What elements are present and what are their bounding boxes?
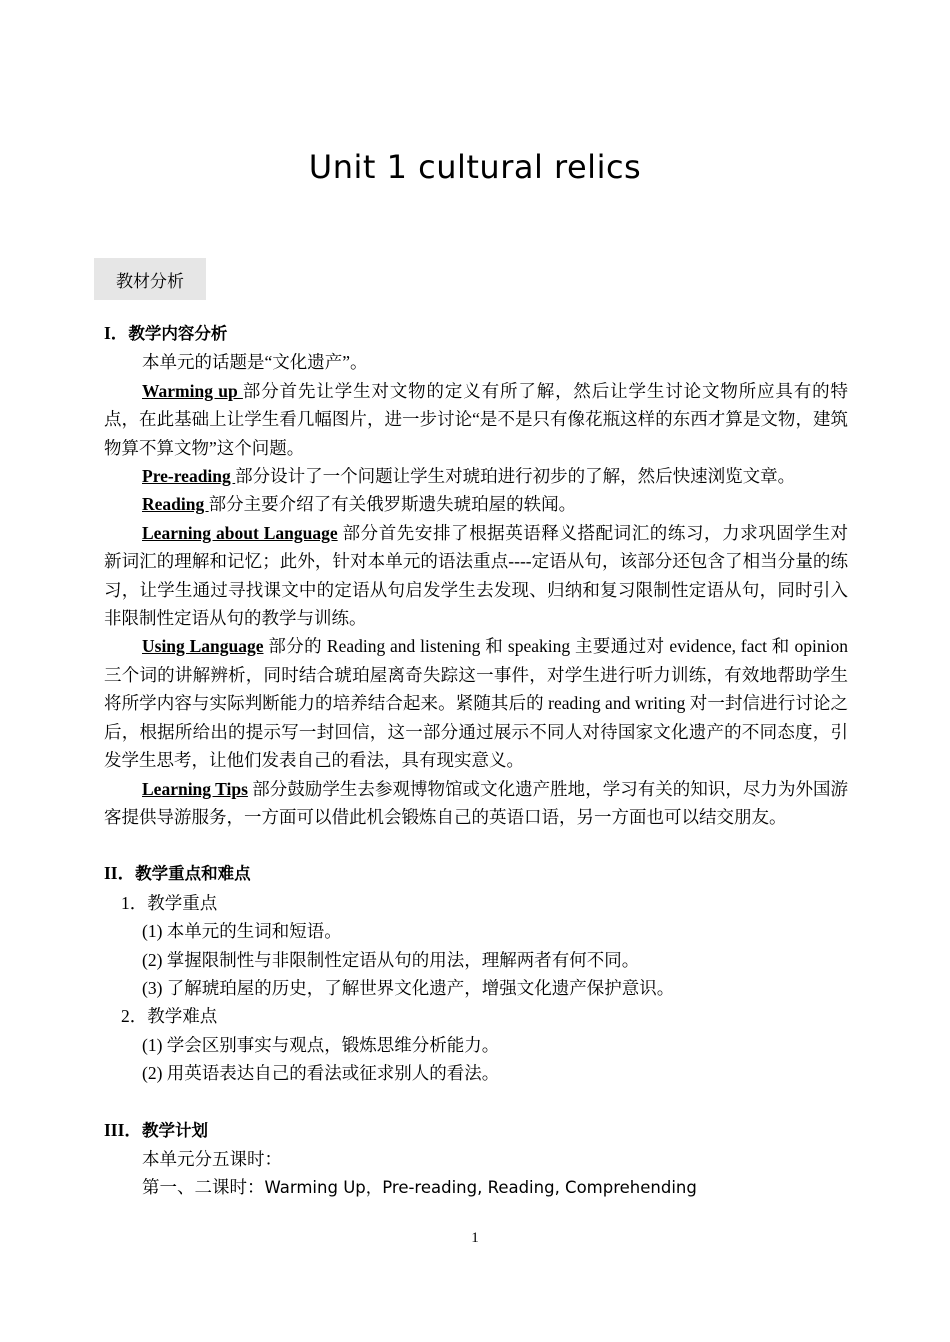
section-number: I． [104,323,129,343]
section-label: 教材分析 [116,271,184,292]
spacer [104,831,848,859]
list-item: (1) 本单元的生词和短语。 [142,921,342,942]
paragraph-pre-reading [104,462,848,490]
list-item: (3) 了解琥珀屋的历史，了解世界文化遗产，增强文化遗产保护意识。 [142,977,675,998]
plan-line [104,1173,848,1202]
keyword: Pre-reading [142,466,236,487]
list-item: (2) 用英语表达自己的看法或征求别人的看法。 [142,1063,500,1084]
document-title: Unit 1 cultural relics [308,148,642,186]
list-item: (1) 学会区别事实与观点，锻炼思维分析能力。 [142,1034,500,1055]
paragraph-learning-tips [104,775,848,832]
page-number: 1 [471,1230,479,1246]
paragraph-warming-up [104,377,848,462]
keyword: Reading [142,494,209,515]
paragraph-text: 部分的 Reading and listening 和 speaking 主要通过对 evidence, fact 和 opinion 三个词的讲解辨析，同时结合琥珀屋离奇失踪这一事件，对学生进行听力训练，有效地帮助学生将所学内容与实际判断能力的培养结合起来。紧随其后的 reading and writing 对一封信进行讨论之后，根据所给出的提示写一封回信，这一部分通过展示不同人对待国家文化遗产的不同态度，引发学生思考，让他们发表自己的看法，具有现实意义。 [104,636,849,771]
section-heading-text: 教学重点和难点 [135,864,251,884]
paragraph-learning-about-language [104,519,848,633]
section-heading-1 [104,319,848,348]
keyword: Using Language [142,636,264,657]
paragraph-reading [104,490,848,518]
section-label-box [94,258,206,300]
section-heading-text: 教学内容分析 [128,324,228,343]
keyword: Warming up [142,380,243,401]
paragraph-text: 部分主要介绍了有关俄罗斯遗失琥珀屋的轶闻。 [208,494,577,515]
plan-line-prefix: 第一、二课时： [142,1177,265,1198]
section-heading-3 [104,1116,848,1145]
paragraph-text: 部分鼓励学生去参观博物馆或文化遗产胜地，学习有关的知识，尽力为外国游客提供导游服务，一方面可以借此机会锻炼自己的英语口语，另一方面也可以结交朋友。 [104,778,849,827]
section-number: III． [104,1119,142,1140]
plan-line-content: Warming Up，Pre-reading, Reading, Comprehending [264,1178,697,1198]
paragraph-text: 部分首先安排了根据英语释义搭配词汇的练习，力求巩固学生对新词汇的理解和记忆；此外，针对本单元的语法重点----定语从句，该部分还包含了相当分量的练习，让学生通过寻找课文中的定语从句启发学生去发现、归纳和复习限制性定语从句，同时引入非限制性定语从句的教学与训练。 [104,522,849,629]
paragraph-text: 部分首先让学生对文物的定义有所了解，然后让学生讨论文物所应具有的特点，在此基础上让学生看几幅图片，进一步讨论“是不是只有像花瓶这样的东西才算是文物，建筑物算不算文物”这个问题。 [104,380,848,458]
list-item: (2) 掌握限制性与非限制性定语从句的用法，理解两者有何不同。 [142,949,640,970]
section-number: II． [104,863,136,884]
group-label-difficulties: 2．教学难点 [121,1006,218,1027]
spacer [104,1088,848,1116]
intro-paragraph: 本单元的话题是“文化遗产”。 [142,352,368,373]
paragraph-using-language [104,632,848,774]
plan-intro: 本单元分五课时： [142,1148,282,1169]
group-label-key-points: 1．教学重点 [121,892,218,913]
section-heading-text: 教学计划 [141,1120,208,1140]
section-heading-2 [104,859,848,888]
keyword: Learning Tips [142,778,248,799]
document-body [104,319,848,1203]
paragraph-text: 部分设计了一个问题让学生对琥珀进行初步的了解，然后快速浏览文章。 [235,466,796,487]
keyword: Learning about Language [142,522,338,543]
